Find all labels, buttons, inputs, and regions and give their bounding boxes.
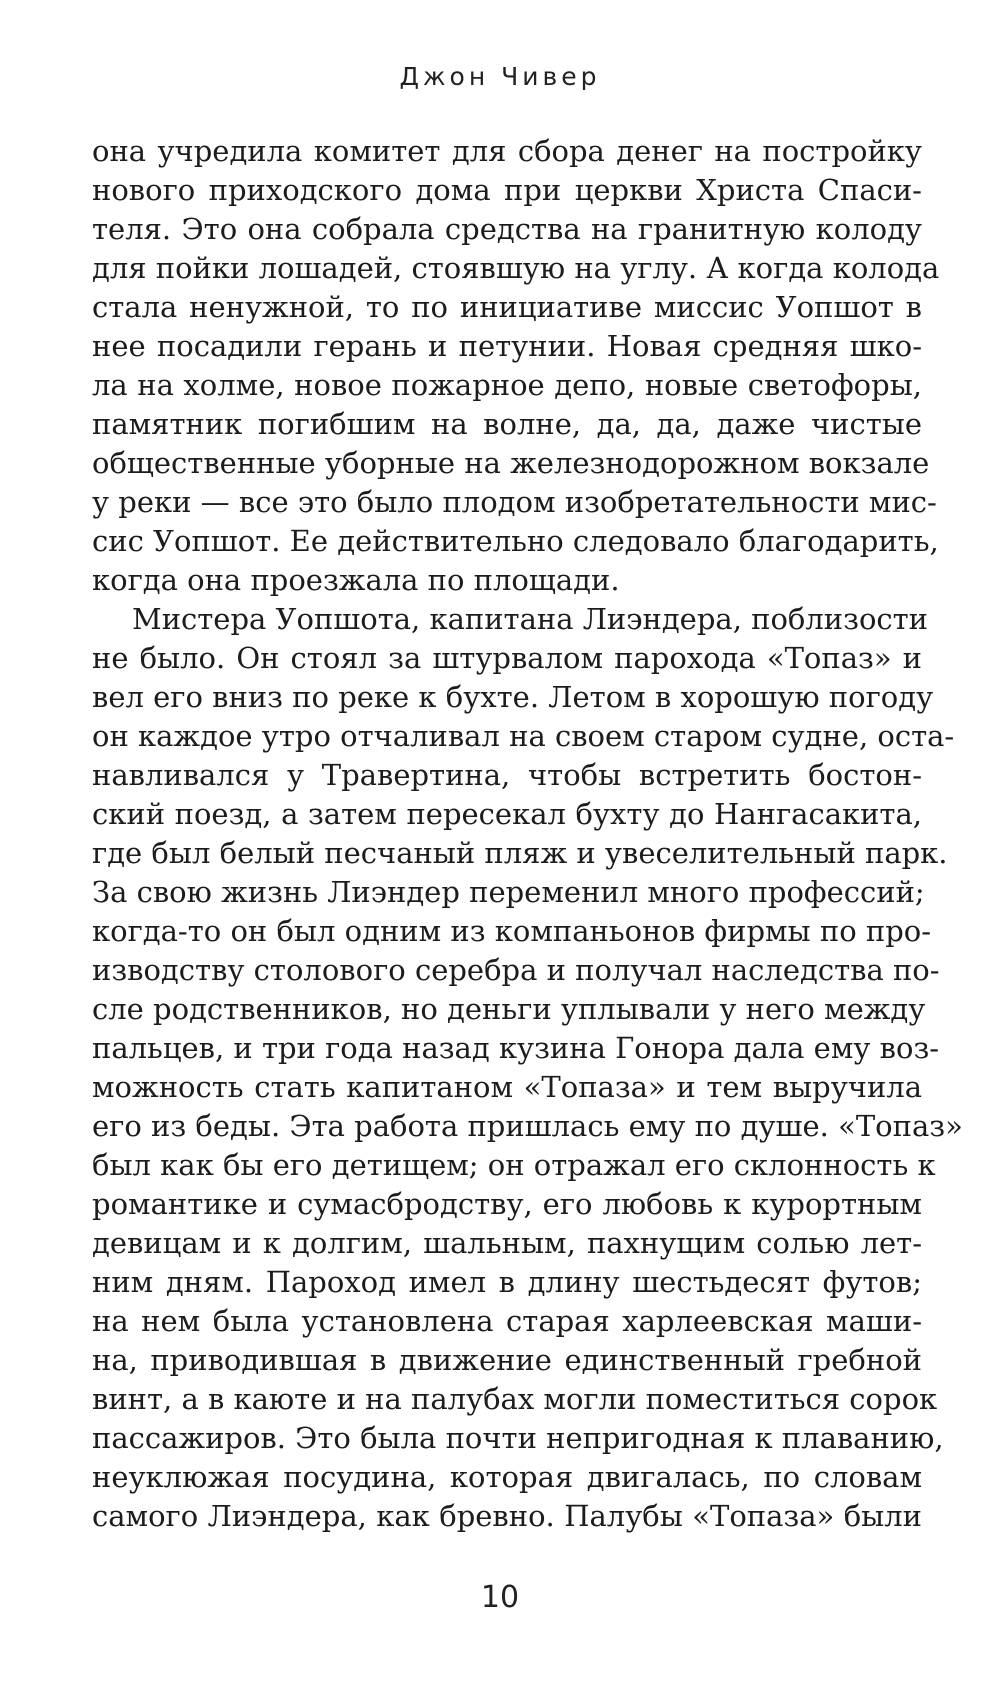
text-line: неуклюжая посудина, которая двигалась, по словам	[92, 1460, 922, 1494]
text-line: ский поезд, а затем пересекал бухту до Нангасакита,	[92, 797, 922, 831]
text-line: на нем была установлена старая харлеевская маши-	[92, 1304, 922, 1338]
text-line: не было. Он стоял за штурвалом парохода «Топаз» и	[92, 641, 922, 675]
text-line: пассажиров. Это была почти непригодная к плаванию,	[92, 1421, 944, 1455]
text-line: девицам и к долгим, шальным, пахнущим солью лет-	[92, 1226, 922, 1260]
text-line: он каждое утро отчаливал на своем старом судне, оста-	[92, 719, 955, 753]
text-line: где был белый песчаный пляж и увеселительный парк.	[92, 836, 948, 870]
text-line: на, приводившая в движение единственный гребной	[92, 1343, 922, 1377]
text-line: для пойки лошадей, стоявшую на углу. А когда колода	[92, 251, 940, 285]
text-line: самого Лиэндера, как бревно. Палубы «Топаза» были	[92, 1499, 922, 1533]
text-line: ним дням. Пароход имел в длину шестьдесят футов;	[92, 1265, 922, 1299]
text-line: Мистера Уопшота, капитана Лиэндера, поблизости	[132, 602, 929, 636]
text-line: навливался у Травертина, чтобы встретить бостон-	[92, 758, 922, 792]
text-line: пальцев, и три года назад кузина Гонора дала ему воз-	[92, 1031, 940, 1065]
text-line: она учредила комитет для сбора денег на постройку	[92, 134, 922, 168]
text-line: когда-то он был одним из компаньонов фирмы по про-	[92, 914, 932, 948]
text-line: был как бы его детищем; он отражал его склонность к	[92, 1148, 936, 1182]
text-line: его из беды. Эта работа пришлась ему по душе. «Топаз»	[92, 1109, 963, 1143]
text-line: изводству столового серебра и получал наследства по-	[92, 953, 940, 987]
text-line: ла на холме, новое пожарное депо, новые светофоры,	[92, 368, 922, 402]
text-line: теля. Это она собрала средства на гранитную колоду	[92, 212, 922, 246]
text-line: нового приходского дома при церкви Христа Спаси-	[92, 173, 922, 207]
text-line: вел его вниз по реке к бухте. Летом в хорошую погоду	[92, 680, 934, 714]
text-line: сле родственников, но деньги уплывали у него между	[92, 992, 926, 1026]
text-line: винт, а в каюте и на палубах могли поместиться сорок	[92, 1382, 938, 1416]
text-line: общественные уборные на железнодорожном вокзале	[92, 446, 930, 480]
page-number: 10	[480, 1580, 520, 1615]
text-line: нее посадили герань и петунии. Новая средняя шко-	[92, 329, 922, 363]
text-line: памятник погибшим на волне, да, да, даже чистые	[92, 407, 922, 441]
text-line: стала ненужной, то по инициативе миссис Уопшот в	[92, 290, 922, 324]
running-head-author: Джон Чивер	[399, 62, 601, 91]
paragraph	[92, 600, 963, 1536]
text-line: За свою жизнь Лиэндер переменил много профессий;	[92, 875, 925, 909]
text-line: у реки — все это было плодом изобретательности мис-	[92, 485, 937, 519]
body-text	[92, 132, 963, 1536]
text-line: романтике и сумасбродству, его любовь к курортным	[92, 1187, 922, 1221]
paragraph	[92, 132, 940, 600]
text-line: можность стать капитаном «Топаза» и тем выручила	[92, 1070, 922, 1104]
text-line: сис Уопшот. Ее действительно следовало благодарить,	[92, 524, 939, 558]
text-line: когда она проезжала по площади.	[92, 563, 620, 597]
